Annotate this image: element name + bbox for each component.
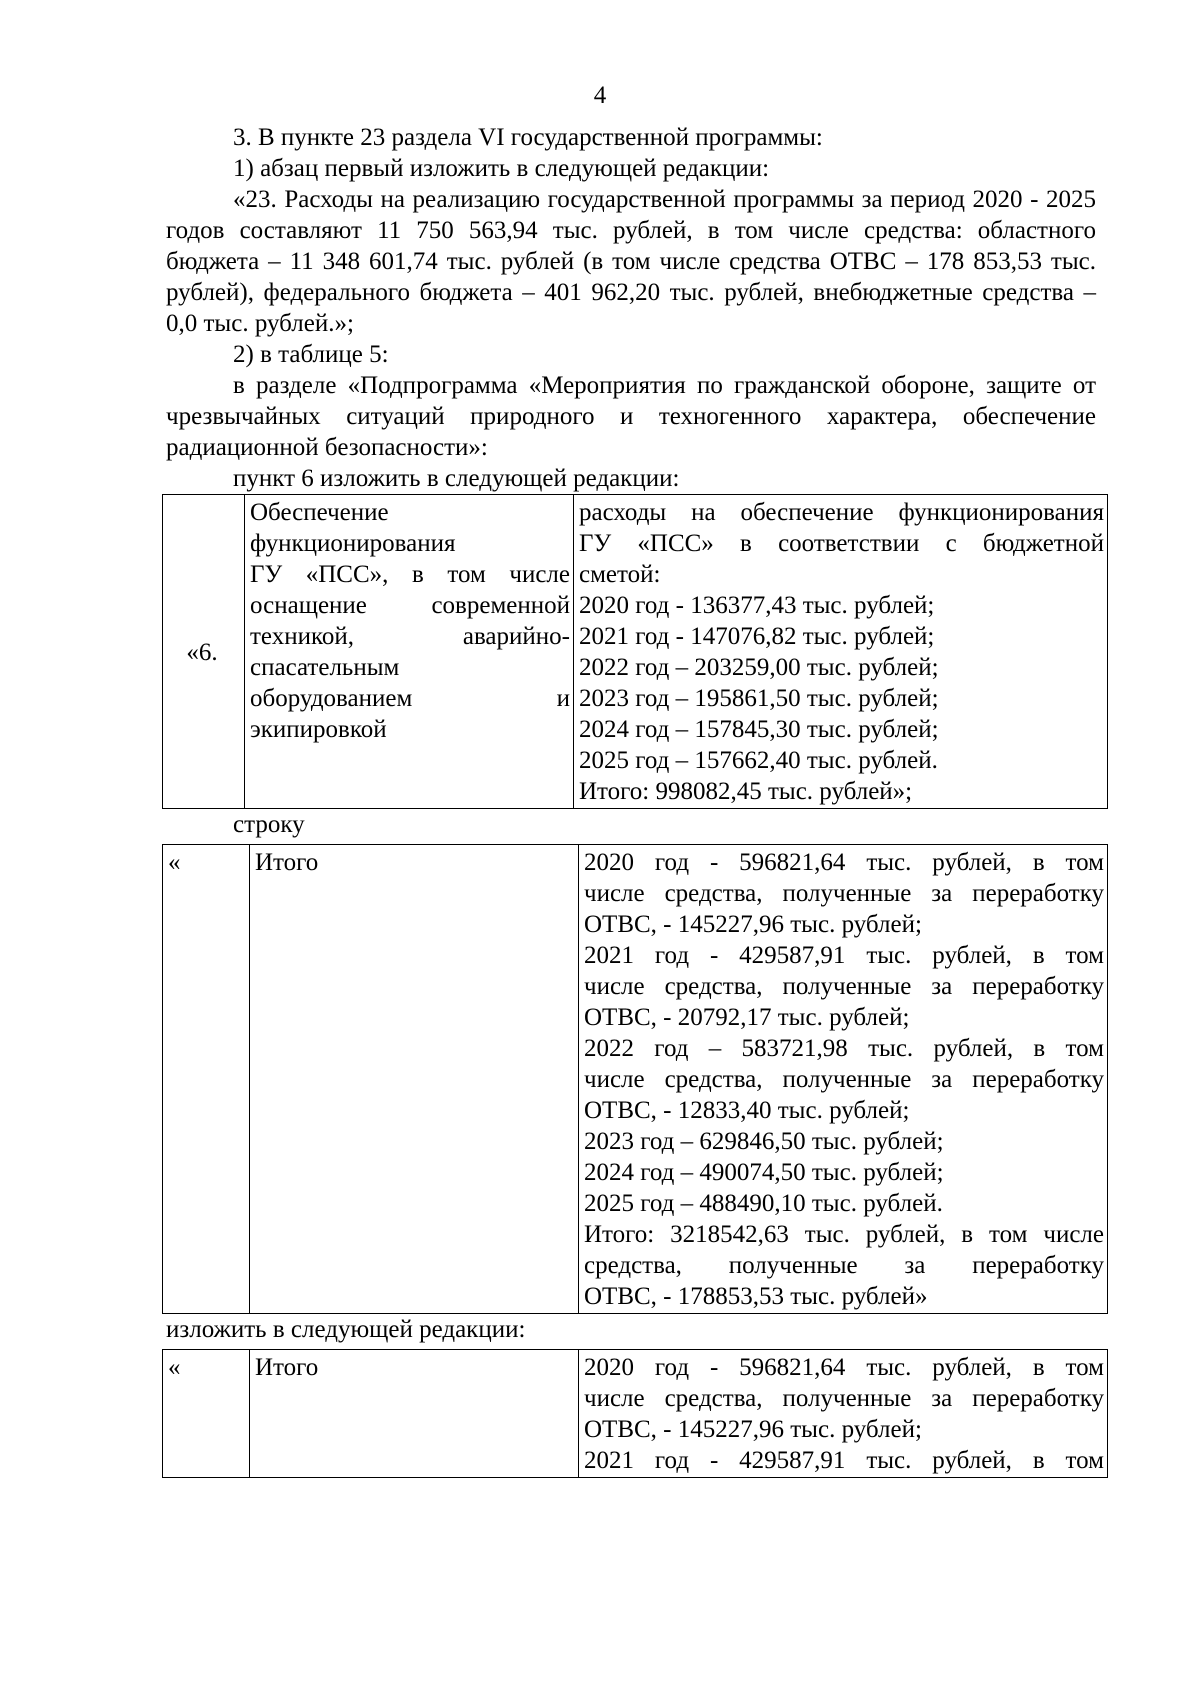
desc-line: 2024 год – 157845,30 тыс. рублей; bbox=[579, 716, 939, 743]
desc-line: 2025 год – 157662,40 тыс. рублей. bbox=[579, 747, 938, 774]
desc-line: ОТВС, - 145227,96 тыс. рублей; bbox=[584, 1416, 922, 1443]
name-line: ГУ «ПСС», в том числе bbox=[250, 561, 570, 588]
name-line: спасательным bbox=[250, 654, 400, 681]
paragraph-3: «23. Расходы на реализацию государственной программы за период 2020 - 2025 годов составляют 11 750 563,94 тыс. рублей, в том числе средства: областного бюджета – 11 348 601,74 тыс. рублей (в том числе средства ОТВС – 178 853,53 тыс. рублей), федерального бюджета – 401 962,20 тыс. рублей, внебюджетные средства – 0,0 тыс. рублей.»; bbox=[166, 186, 1096, 337]
total-name-cell: Итого bbox=[250, 845, 579, 1314]
desc-line: средства, полученные за переработку bbox=[584, 1252, 1104, 1279]
desc-line: ОТВС, - 178853,53 тыс. рублей» bbox=[584, 1283, 928, 1310]
paragraph-4: 2) в таблице 5: bbox=[233, 341, 389, 368]
desc-line: числе средства, полученные за переработку bbox=[584, 1385, 1104, 1412]
desc-line: числе средства, полученные за переработку bbox=[584, 1066, 1104, 1093]
name-line: Обеспечение bbox=[250, 499, 389, 526]
desc-line: 2022 год – 203259,00 тыс. рублей; bbox=[579, 654, 939, 681]
desc-line: ГУ «ПСС» в соответствии с бюджетной bbox=[579, 530, 1104, 557]
desc-line: 2023 год – 629846,50 тыс. рублей; bbox=[584, 1128, 944, 1155]
table-total-new bbox=[162, 1349, 1108, 1478]
desc-line: Итого: 998082,45 тыс. рублей»; bbox=[579, 778, 913, 805]
quote-cell: « bbox=[163, 845, 250, 1314]
desc-line: 2020 год - 596821,64 тыс. рублей, в том bbox=[584, 1354, 1104, 1381]
desc-line: ОТВС, - 12833,40 тыс. рублей; bbox=[584, 1097, 910, 1124]
table-row bbox=[163, 845, 1108, 1314]
desc-line: Итого: 3218542,63 тыс. рублей, в том числе bbox=[584, 1221, 1104, 1248]
name-line: функционирования bbox=[250, 530, 456, 557]
quote-cell: « bbox=[163, 1350, 250, 1478]
total-description-cell bbox=[579, 845, 1108, 1314]
paragraph-6: пункт 6 изложить в следующей редакции: bbox=[233, 465, 680, 492]
item-name-cell bbox=[245, 495, 574, 809]
name-line: оснащение современной bbox=[250, 592, 570, 619]
desc-line: расходы на обеспечение функционирования bbox=[579, 499, 1104, 526]
table-row bbox=[163, 495, 1108, 809]
desc-line: числе средства, полученные за переработку bbox=[584, 880, 1104, 907]
name-line: экипировкой bbox=[250, 716, 387, 743]
desc-line: 2020 год - 136377,43 тыс. рублей; bbox=[579, 592, 935, 619]
desc-line: 2023 год – 195861,50 тыс. рублей; bbox=[579, 685, 939, 712]
document-body bbox=[166, 122, 1104, 1478]
item-description-cell bbox=[574, 495, 1108, 809]
desc-line: 2020 год - 596821,64 тыс. рублей, в том bbox=[584, 849, 1104, 876]
desc-line: 2024 год – 490074,50 тыс. рублей; bbox=[584, 1159, 944, 1186]
total-name-cell: Итого bbox=[250, 1350, 579, 1478]
desc-line: числе средства, полученные за переработку bbox=[584, 973, 1104, 1000]
table-item-6 bbox=[162, 494, 1108, 809]
name-line: техникой, аварийно- bbox=[250, 623, 570, 650]
item-number: «6. bbox=[163, 495, 245, 809]
label-izlozhit: изложить в следующей редакции: bbox=[166, 1316, 526, 1343]
desc-line: 2021 год - 147076,82 тыс. рублей; bbox=[579, 623, 935, 650]
table-row bbox=[163, 1350, 1108, 1478]
desc-line: 2021 год - 429587,91 тыс. рублей, в том bbox=[584, 1447, 1104, 1474]
desc-line: ОТВС, - 145227,96 тыс. рублей; bbox=[584, 911, 922, 938]
desc-line: ОТВС, - 20792,17 тыс. рублей; bbox=[584, 1004, 910, 1031]
paragraph-5: в разделе «Подпрограмма «Мероприятия по гражданской обороне, защите от чрезвычайных ситуаций природного и техногенного характера, обеспечение радиационной безопасности»: bbox=[166, 372, 1096, 461]
paragraph-1: 3. В пункте 23 раздела VI государственной программы: bbox=[233, 124, 823, 151]
table-total-old bbox=[162, 844, 1108, 1314]
label-stroku: строку bbox=[233, 811, 305, 838]
desc-line: 2021 год - 429587,91 тыс. рублей, в том bbox=[584, 942, 1104, 969]
desc-line: 2022 год – 583721,98 тыс. рублей, в том bbox=[584, 1035, 1104, 1062]
desc-line: сметой: bbox=[579, 561, 661, 588]
total-description-cell bbox=[579, 1350, 1108, 1478]
paragraph-2: 1) абзац первый изложить в следующей редакции: bbox=[233, 155, 770, 182]
name-line: оборудованием и bbox=[250, 685, 570, 712]
desc-line: 2025 год – 488490,10 тыс. рублей. bbox=[584, 1190, 943, 1217]
page-number: 4 bbox=[593, 82, 607, 109]
